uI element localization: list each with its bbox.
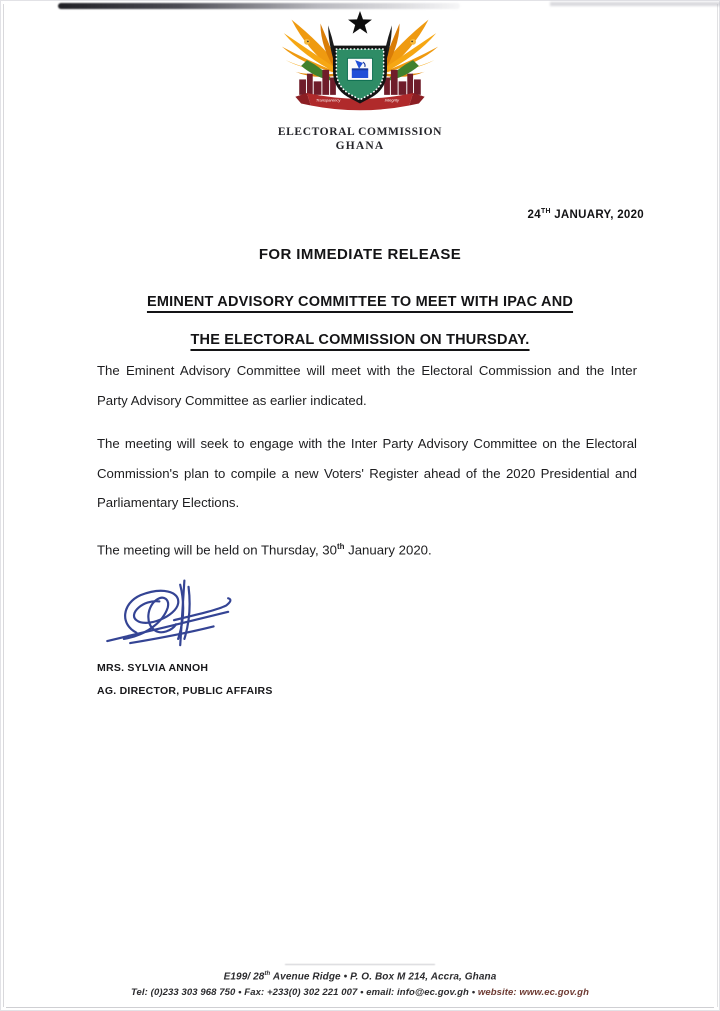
signatory-block <box>97 657 273 703</box>
paragraph-2: The meeting will seek to engage with the Inter Party Advisory Committee on the Electoral Commission's plan to compile a new Voters' Register ahead of the 2020 Presidential and Parliamentary Elections. <box>97 436 637 510</box>
signature-scribble <box>101 577 249 655</box>
paragraph-3-suffix: January 2020. <box>344 541 432 557</box>
motto-left: Transparency <box>315 97 341 103</box>
footer-website: website: www.ec.gov.gh <box>477 987 589 998</box>
footer <box>0 964 720 998</box>
scan-edge-artifact-bottom <box>6 1007 714 1008</box>
footer-divider <box>285 964 435 965</box>
signatory-name: MRS. SYLVIA ANNOH <box>97 662 209 674</box>
scan-edge-artifact-left <box>3 4 4 1007</box>
footer-address <box>0 971 720 982</box>
footer-address-text: E199/ 28 <box>223 971 265 982</box>
date-rest: JANUARY, 2020 <box>550 208 644 221</box>
letterhead <box>0 8 720 153</box>
signature <box>101 577 249 660</box>
paragraph-3-text: The meeting will be held on Thursday, 30 <box>97 541 337 557</box>
signatory-title: AG. DIRECTOR, PUBLIC AFFAIRS <box>97 685 273 697</box>
footer-contacts <box>0 987 720 998</box>
shield-icon <box>333 46 387 104</box>
footer-address-suffix: Avenue Ridge • P. O. Box M 214, Accra, Ghana <box>270 971 497 982</box>
ghana-coat-of-arms-logo <box>278 8 442 120</box>
date-ordinal: TH <box>540 208 551 215</box>
org-name: ELECTORAL COMMISSION <box>277 126 443 138</box>
scan-edge-artifact-right <box>717 4 718 1007</box>
signature-strokes <box>107 581 230 646</box>
paragraph-3 <box>97 532 637 565</box>
motto-right: Integrity <box>384 97 400 103</box>
paragraph-3-ordinal: th <box>336 541 345 551</box>
paragraph-1: The Eminent Advisory Committee will meet with the Electoral Commission and the Inter Party Advisory Committee as earlier indicated. <box>97 363 637 408</box>
headline-line2: THE ELECTORAL COMMISSION ON THURSDAY. <box>190 332 530 348</box>
body-copy <box>97 356 637 578</box>
release-label: FOR IMMEDIATE RELEASE <box>258 246 462 263</box>
date-day: 24 <box>527 208 541 221</box>
footer-address-ordinal: th <box>264 970 271 977</box>
black-star-icon <box>348 11 372 34</box>
eagle-icon <box>282 20 340 82</box>
headline <box>55 283 665 359</box>
date-line <box>528 208 644 221</box>
headline-line1: EMINENT ADVISORY COMMITTEE TO MEET WITH IPAC AND <box>146 294 574 310</box>
org-country: GHANA <box>335 140 385 152</box>
scan-edge-artifact-top-right <box>550 2 720 6</box>
footer-contacts-text: Tel: (0)233 303 968 750 • Fax: +233(0) 302 221 007 • email: info@ec.gov.gh • <box>131 987 478 998</box>
